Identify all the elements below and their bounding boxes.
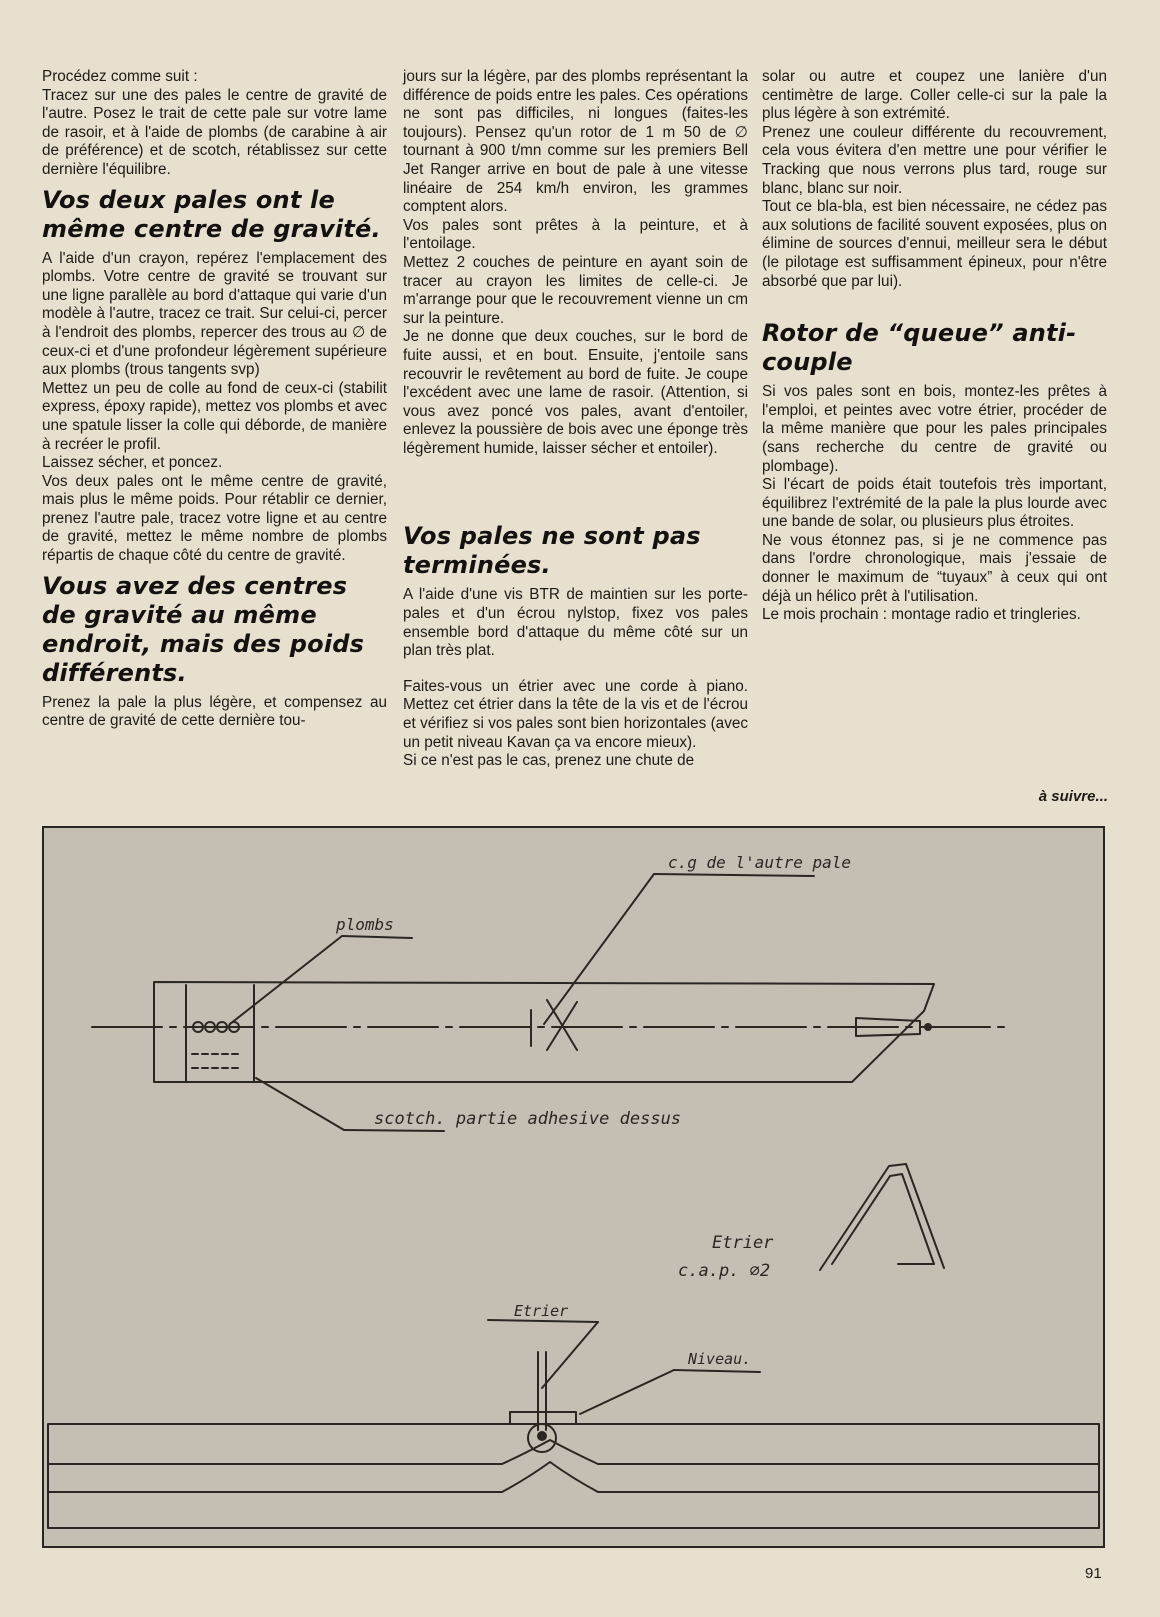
pivot-hole [924,1023,932,1031]
paragraph: Laissez sécher, et poncez. [42,454,223,472]
technical-drawing [42,826,1105,1548]
page-number: 91 [1085,1565,1102,1582]
text-column-3 [762,68,1107,625]
bottom-plank [48,1424,1099,1528]
label-scotch: scotch. partie adhesive dessus [374,1109,682,1129]
etrier-leader [542,1322,598,1388]
etrier-leader-top [488,1320,598,1322]
paragraph: A l'aide d'une vis BTR de maintien sur les porte-pales et d'un écrou nylstop, fixez vos pales ensemble bord d'attaque du même côté sur un plan très plat. [403,586,748,660]
paragraph: Tout ce bla-bla, est bien nécessaire, ne cédez pas aux solutions de facilité souvent exposées, plus on élimine de sources d'ennui, meilleur sera le début (le pilotage est suffisamment épineux, pour n'être absorbé que par lui). [762,198,1107,290]
paragraph: Faites-vous un étrier avec une corde à piano. Mettez cet étrier dans la tête de la vis et de l'écrou et vérifiez si vos pales sont bien horizontales (avec un petit niveau Kavan ça va encore mieux). [403,677,748,751]
paragraph: Mettez un peu de colle au fond de ceux-ci (stabilit express, époxy rapide), mettez vos plombs et avec une spatule lisser la colle qui déborde, de manière à recréer le profil. [42,379,387,453]
paragraph: Procédez comme suit : [42,68,198,85]
paragraph: Vos pales sont prêtes à la peinture, et à l'entoilage. [403,216,748,253]
etrier-triangle-inner [832,1174,934,1264]
paragraph: Mettez 2 couches de peinture en ayant soin de tracer au crayon les limites de celle-ci. Je m'arrange pour que le recouvrement vienne un cm sur la peinture. [403,253,748,327]
niveau-leader-top [674,1370,760,1372]
plombs-leader-top [342,936,412,938]
drawing-svg [44,828,1103,1546]
label-etrier-material: c.a.p. ∅2 [678,1261,771,1281]
plombs-leader [230,936,342,1024]
section-heading: Vos deux pales ont le même centre de gravité. [42,185,381,243]
scotch-leader [256,1078,344,1130]
cg-leader [544,874,654,1024]
label-plombs: plombs [336,915,394,934]
paragraph: Si ce n'est pas le cas, prenez une chute de [403,752,695,770]
paragraph: A l'aide d'un crayon, repérez l'emplacement des plombs. Votre centre de gravité se trouvant sur une ligne parallèle au bord d'attaque qui varie d'un modèle à l'autre, tracez ce trait. Sur celui-ci, percer à l'endroit des plombs, repercer des trous au ∅ de ceux-ci et d'une profondeur légèrement supérieure aux plombs (trous tangents svp) [42,249,387,379]
paragraph: solar ou autre et coupez une lanière d'un centimètre de large. Coller celle-ci sur la pale la plus légère à son extrémité. [762,68,1107,123]
text-column-1 [42,68,387,731]
paragraph: Si vos pales sont en bois, montez-les prêtes à l'emploi, et peintes avec votre étrier, procéder de la même manière que pour les pales principales (sans recherche du centre de gravité ou plombage). [762,383,1107,475]
paragraph: Tracez sur une des pales le centre de gravité de l'autre. Posez le trait de cette pale sur votre lame de rasoir, et à l'aide de plombs (de carabine à air de préférence) et de scotch, rétablissez sur cette dernière l'équilibre. [42,86,387,178]
label-cg: c.g de l'autre pale [668,853,852,872]
paragraph: jours sur la légère, par des plombs représentant la différence de poids entre les pales. Ces opérations ne sont pas difficiles, ni longues (faites-les toujours). Pensez qu'un rotor de 1 m 50 de ∅ tournant à 900 t/mn comme sur les premiers Bell Jet Ranger arrive en bout de pale à une vitesse linéaire de 254 km/h environ, les grammes comptent alors. [403,68,748,216]
paragraph: Prenez une couleur différente du recouvrement, cela vous évitera d'en mettre une pour vérifier le Tracking que nous verrons plus tard, rouge sur blanc, blanc sur noir. [762,123,1107,197]
label-etrier: Etrier [712,1233,774,1253]
scotch-leader-bottom [344,1130,444,1131]
paragraph: Ne vous étonnez pas, si je ne commence pas dans l'ordre chronologique, mais j'essaie de donner le maximum de “tuyaux” à ceux qui ont déjà un hélico prêt à l'utilisation. [762,531,1107,605]
paragraph: Prenez la pale la plus légère, et compensez au centre de gravité de cette dernière tou- [42,693,387,730]
paragraph: Je ne donne que deux couches, sur le bord de fuite aussi, et en bout. Ensuite, j'entoile sans recouvrir le revêtement au bord de fuite. Je coupe l'excédent avec une lame de rasoir. (Attention, si vous avez poncé vos pales, avant d'entoiler, enlevez la poussière de bois avec une éponge très légèrement humide, laisser sécher et entoiler). [403,328,748,457]
paragraph: Le mois prochain : montage radio et tringleries. [762,606,1081,624]
niveau-level [510,1412,576,1424]
niveau-leader [580,1370,674,1414]
blade-outline [154,982,934,1082]
label-etrier-top: Etrier [514,1302,569,1320]
paragraph: Vos deux pales ont le même centre de gravité, mais plus le même poids. Pour rétablir ce dernier, prenez l'autre pale, tracez votre ligne et au centre de gravité, mettez le même nombre de plombs répartis de chaque côté du centre de gravité. [42,472,387,565]
section-heading: Rotor de “queue” anti-couple [762,319,1077,377]
to-be-continued: à suivre... [1038,788,1108,805]
label-niveau: Niveau. [688,1350,752,1368]
section-heading: Vos pales ne sont pas terminées. [403,522,701,580]
bolt-center [537,1431,547,1441]
text-column-2 [403,68,748,771]
section-heading: Vous avez des centres de gravité au même endroit, mais des poids différents. [42,571,365,687]
cg-leader-top [654,874,814,876]
paragraph: Si l'écart de poids était toutefois très important, équilibrez l'extrémité de la pale la plus lourde avec une bande de solar, ou plusieurs plus étroites. [762,476,1107,531]
